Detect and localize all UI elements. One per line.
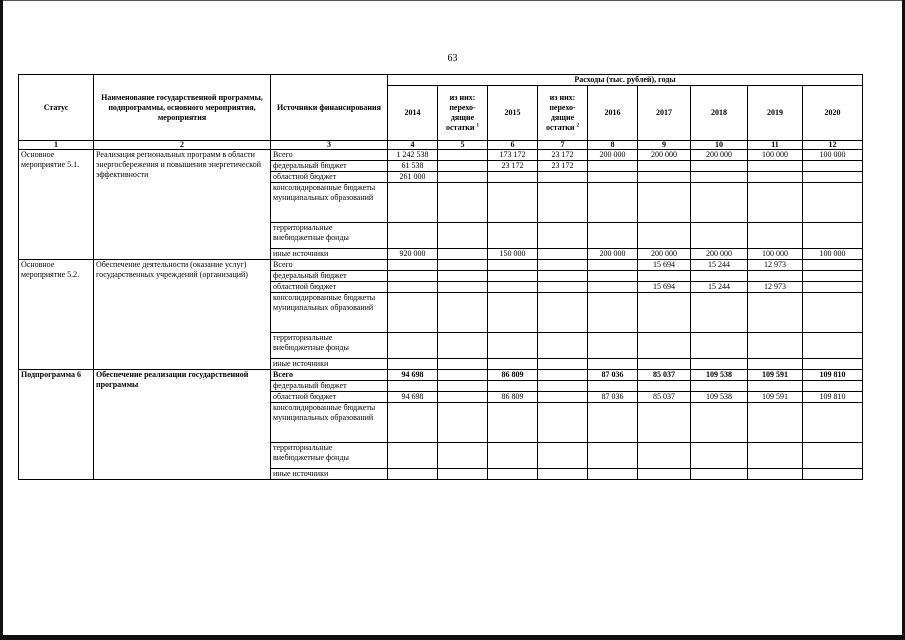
source-other: иные источники [271, 359, 388, 370]
value-cell [691, 403, 748, 443]
header-transitional-2 [538, 86, 588, 141]
value-cell [748, 469, 803, 480]
value-cell: 15 244 [691, 282, 748, 293]
value-cell [388, 359, 438, 370]
value-cell [748, 359, 803, 370]
row-program-name: Обеспечение реализации государственной программы [94, 370, 271, 480]
value-cell [588, 282, 638, 293]
value-cell: 15 244 [691, 260, 748, 271]
value-cell [438, 370, 488, 381]
value-cell [488, 260, 538, 271]
header-year-2014: 2014 [388, 86, 438, 141]
value-cell: 87 036 [588, 370, 638, 381]
value-cell [691, 223, 748, 249]
value-cell [748, 293, 803, 333]
source-regional: областной бюджет [271, 392, 388, 403]
value-cell [438, 359, 488, 370]
value-cell [803, 333, 863, 359]
value-cell [803, 403, 863, 443]
value-cell [803, 381, 863, 392]
value-cell [588, 443, 638, 469]
value-cell: 86 809 [488, 392, 538, 403]
source-municipal: консолидированные бюджеты муниципальных образований [271, 183, 388, 223]
value-cell: 1 242 538 [388, 150, 438, 161]
source-offbudget: территориальные внебюджетные фонды [271, 223, 388, 249]
value-cell [691, 161, 748, 172]
value-cell [588, 359, 638, 370]
header-status: Статус [19, 75, 94, 141]
value-cell: 85 037 [638, 370, 691, 381]
value-cell: 200 000 [691, 249, 748, 260]
value-cell [638, 403, 691, 443]
budget-body [19, 150, 863, 480]
value-cell: 109 538 [691, 370, 748, 381]
value-cell [588, 260, 638, 271]
value-cell [588, 333, 638, 359]
value-cell [438, 469, 488, 480]
value-cell [488, 293, 538, 333]
value-cell [388, 469, 438, 480]
column-number: 5 [438, 141, 488, 150]
value-cell [438, 271, 488, 282]
value-cell [488, 183, 538, 223]
value-cell: 109 810 [803, 392, 863, 403]
header-name: Наименование государственной программы, подпрограммы, основного мероприятия, мероприятия [94, 75, 271, 141]
value-cell [691, 333, 748, 359]
value-cell [538, 271, 588, 282]
header-year-2015: 2015 [488, 86, 538, 141]
source-total: Всего [271, 150, 388, 161]
value-cell [588, 183, 638, 223]
column-number: 10 [691, 141, 748, 150]
value-cell [803, 293, 863, 333]
column-number: 8 [588, 141, 638, 150]
value-cell [388, 293, 438, 333]
header-year-2017: 2017 [638, 86, 691, 141]
value-cell [691, 469, 748, 480]
value-cell [538, 223, 588, 249]
value-cell [438, 249, 488, 260]
column-number: 11 [748, 141, 803, 150]
header-year-2020: 2020 [803, 86, 863, 141]
header-of-them-1: из них: [449, 93, 476, 102]
value-cell [748, 223, 803, 249]
footnote-1: 1 [476, 123, 480, 129]
value-cell [748, 403, 803, 443]
value-cell [588, 172, 638, 183]
value-cell [638, 172, 691, 183]
value-cell [438, 443, 488, 469]
value-cell [638, 381, 691, 392]
value-cell: 86 809 [488, 370, 538, 381]
value-cell [538, 183, 588, 223]
value-cell [803, 443, 863, 469]
value-cell [538, 359, 588, 370]
value-cell [488, 381, 538, 392]
value-cell [638, 469, 691, 480]
value-cell [588, 469, 638, 480]
value-cell [748, 443, 803, 469]
value-cell: 109 591 [748, 370, 803, 381]
value-cell: 23 172 [488, 161, 538, 172]
column-number: 2 [94, 141, 271, 150]
column-number: 12 [803, 141, 863, 150]
column-number: 9 [638, 141, 691, 150]
value-cell [803, 161, 863, 172]
source-total: Всего [271, 260, 388, 271]
scan-edge-top [0, 0, 905, 1]
column-numbers-row [19, 141, 863, 150]
value-cell [691, 271, 748, 282]
value-cell [538, 293, 588, 333]
value-cell [638, 359, 691, 370]
value-cell [803, 359, 863, 370]
value-cell: 109 591 [748, 392, 803, 403]
value-cell [588, 271, 638, 282]
value-cell: 109 810 [803, 370, 863, 381]
value-cell [588, 403, 638, 443]
table-row [19, 260, 863, 271]
column-number: 7 [538, 141, 588, 150]
header-trans-2-l3: остатки [545, 123, 575, 132]
value-cell [638, 223, 691, 249]
value-cell: 87 036 [588, 392, 638, 403]
value-cell [438, 150, 488, 161]
value-cell [538, 381, 588, 392]
value-cell: 23 172 [538, 161, 588, 172]
value-cell [388, 282, 438, 293]
value-cell [388, 260, 438, 271]
value-cell [638, 333, 691, 359]
value-cell [438, 223, 488, 249]
value-cell [638, 161, 691, 172]
row-status: Основное мероприятие 5.2. [19, 260, 94, 370]
value-cell: 100 000 [803, 150, 863, 161]
header-trans-1-l1: перехо- [449, 103, 476, 112]
value-cell [488, 403, 538, 443]
row-program-name: Реализация региональных программ в области энергосбережения и повышения энергетической эффективности [94, 150, 271, 260]
value-cell: 15 694 [638, 282, 691, 293]
value-cell: 920 000 [388, 249, 438, 260]
value-cell [538, 469, 588, 480]
value-cell [803, 260, 863, 271]
value-cell [691, 293, 748, 333]
source-offbudget: территориальные внебюджетные фонды [271, 333, 388, 359]
value-cell: 173 172 [488, 150, 538, 161]
value-cell [588, 381, 638, 392]
value-cell [438, 172, 488, 183]
value-cell [748, 161, 803, 172]
budget-table [18, 74, 863, 480]
value-cell: 200 000 [588, 150, 638, 161]
value-cell [438, 381, 488, 392]
value-cell [638, 293, 691, 333]
value-cell [438, 392, 488, 403]
page-number: 63 [447, 53, 458, 64]
value-cell [438, 282, 488, 293]
value-cell [803, 282, 863, 293]
row-program-name: Обеспечение деятельности (оказание услуг) государственных учреждений (организаций) [94, 260, 271, 370]
value-cell [588, 223, 638, 249]
value-cell [538, 249, 588, 260]
header-trans-2-l1: перехо- [549, 103, 576, 112]
value-cell: 100 000 [803, 249, 863, 260]
source-other: иные источники [271, 249, 388, 260]
value-cell [691, 172, 748, 183]
value-cell [748, 183, 803, 223]
value-cell [538, 443, 588, 469]
value-cell [803, 271, 863, 282]
value-cell [388, 223, 438, 249]
header-trans-1-l2: дящие [450, 113, 475, 122]
value-cell: 61 538 [388, 161, 438, 172]
value-cell [803, 183, 863, 223]
value-cell [488, 271, 538, 282]
value-cell [588, 161, 638, 172]
value-cell [748, 172, 803, 183]
value-cell [803, 172, 863, 183]
value-cell: 100 000 [748, 150, 803, 161]
value-cell [488, 223, 538, 249]
value-cell [438, 183, 488, 223]
value-cell [638, 443, 691, 469]
value-cell [538, 333, 588, 359]
source-federal: федеральный бюджет [271, 381, 388, 392]
value-cell [388, 403, 438, 443]
source-total: Всего [271, 370, 388, 381]
value-cell [488, 282, 538, 293]
source-municipal: консолидированные бюджеты муниципальных образований [271, 403, 388, 443]
column-number: 1 [19, 141, 94, 150]
value-cell [638, 271, 691, 282]
value-cell: 12 973 [748, 260, 803, 271]
value-cell: 100 000 [748, 249, 803, 260]
value-cell: 109 538 [691, 392, 748, 403]
value-cell: 12 973 [748, 282, 803, 293]
table-row [19, 150, 863, 161]
value-cell [438, 333, 488, 359]
source-federal: федеральный бюджет [271, 161, 388, 172]
value-cell [438, 293, 488, 333]
value-cell: 261 000 [388, 172, 438, 183]
scan-edge-left [0, 0, 3, 640]
value-cell: 15 694 [638, 260, 691, 271]
value-cell [438, 403, 488, 443]
source-regional: областной бюджет [271, 172, 388, 183]
scan-edge-bottom [0, 635, 905, 640]
value-cell: 94 698 [388, 392, 438, 403]
source-municipal: консолидированные бюджеты муниципальных образований [271, 293, 388, 333]
value-cell [538, 172, 588, 183]
value-cell: 94 698 [388, 370, 438, 381]
value-cell [438, 161, 488, 172]
value-cell: 200 000 [638, 249, 691, 260]
value-cell [538, 260, 588, 271]
value-cell: 85 037 [638, 392, 691, 403]
row-status: Основное мероприятие 5.1. [19, 150, 94, 260]
column-number: 4 [388, 141, 438, 150]
value-cell [691, 381, 748, 392]
header-year-2018: 2018 [691, 86, 748, 141]
value-cell [748, 381, 803, 392]
value-cell [691, 183, 748, 223]
value-cell [488, 443, 538, 469]
value-cell [691, 359, 748, 370]
value-cell [488, 333, 538, 359]
source-offbudget: территориальные внебюджетные фонды [271, 443, 388, 469]
value-cell: 150 000 [488, 249, 538, 260]
value-cell [438, 260, 488, 271]
header-source: Источники финансирования [271, 75, 388, 141]
row-status: Подпрограмма 6 [19, 370, 94, 480]
value-cell [538, 370, 588, 381]
value-cell [388, 333, 438, 359]
value-cell [488, 359, 538, 370]
header-year-2016: 2016 [588, 86, 638, 141]
header-of-them-2: из них: [549, 93, 576, 102]
header-trans-2-l2: дящие [550, 113, 575, 122]
value-cell [538, 403, 588, 443]
value-cell [488, 172, 538, 183]
header-transitional-1 [438, 86, 488, 141]
value-cell [388, 381, 438, 392]
source-federal: федеральный бюджет [271, 271, 388, 282]
value-cell: 200 000 [588, 249, 638, 260]
value-cell: 23 172 [538, 150, 588, 161]
value-cell [803, 469, 863, 480]
value-cell [588, 293, 638, 333]
value-cell [488, 469, 538, 480]
header-trans-1-l3: остатки [445, 123, 475, 132]
source-other: иные источники [271, 469, 388, 480]
value-cell [748, 333, 803, 359]
value-cell [538, 282, 588, 293]
value-cell [538, 392, 588, 403]
value-cell [691, 443, 748, 469]
footnote-2: 2 [576, 123, 580, 129]
value-cell [388, 443, 438, 469]
value-cell [748, 271, 803, 282]
value-cell [388, 183, 438, 223]
table-row [19, 370, 863, 381]
column-number: 6 [488, 141, 538, 150]
header-expenses: Расходы (тыс. рублей), годы [388, 75, 863, 86]
source-regional: областной бюджет [271, 282, 388, 293]
value-cell [638, 183, 691, 223]
value-cell: 200 000 [638, 150, 691, 161]
value-cell: 200 000 [691, 150, 748, 161]
header-year-2019: 2019 [748, 86, 803, 141]
column-number: 3 [271, 141, 388, 150]
value-cell [803, 223, 863, 249]
value-cell [388, 271, 438, 282]
